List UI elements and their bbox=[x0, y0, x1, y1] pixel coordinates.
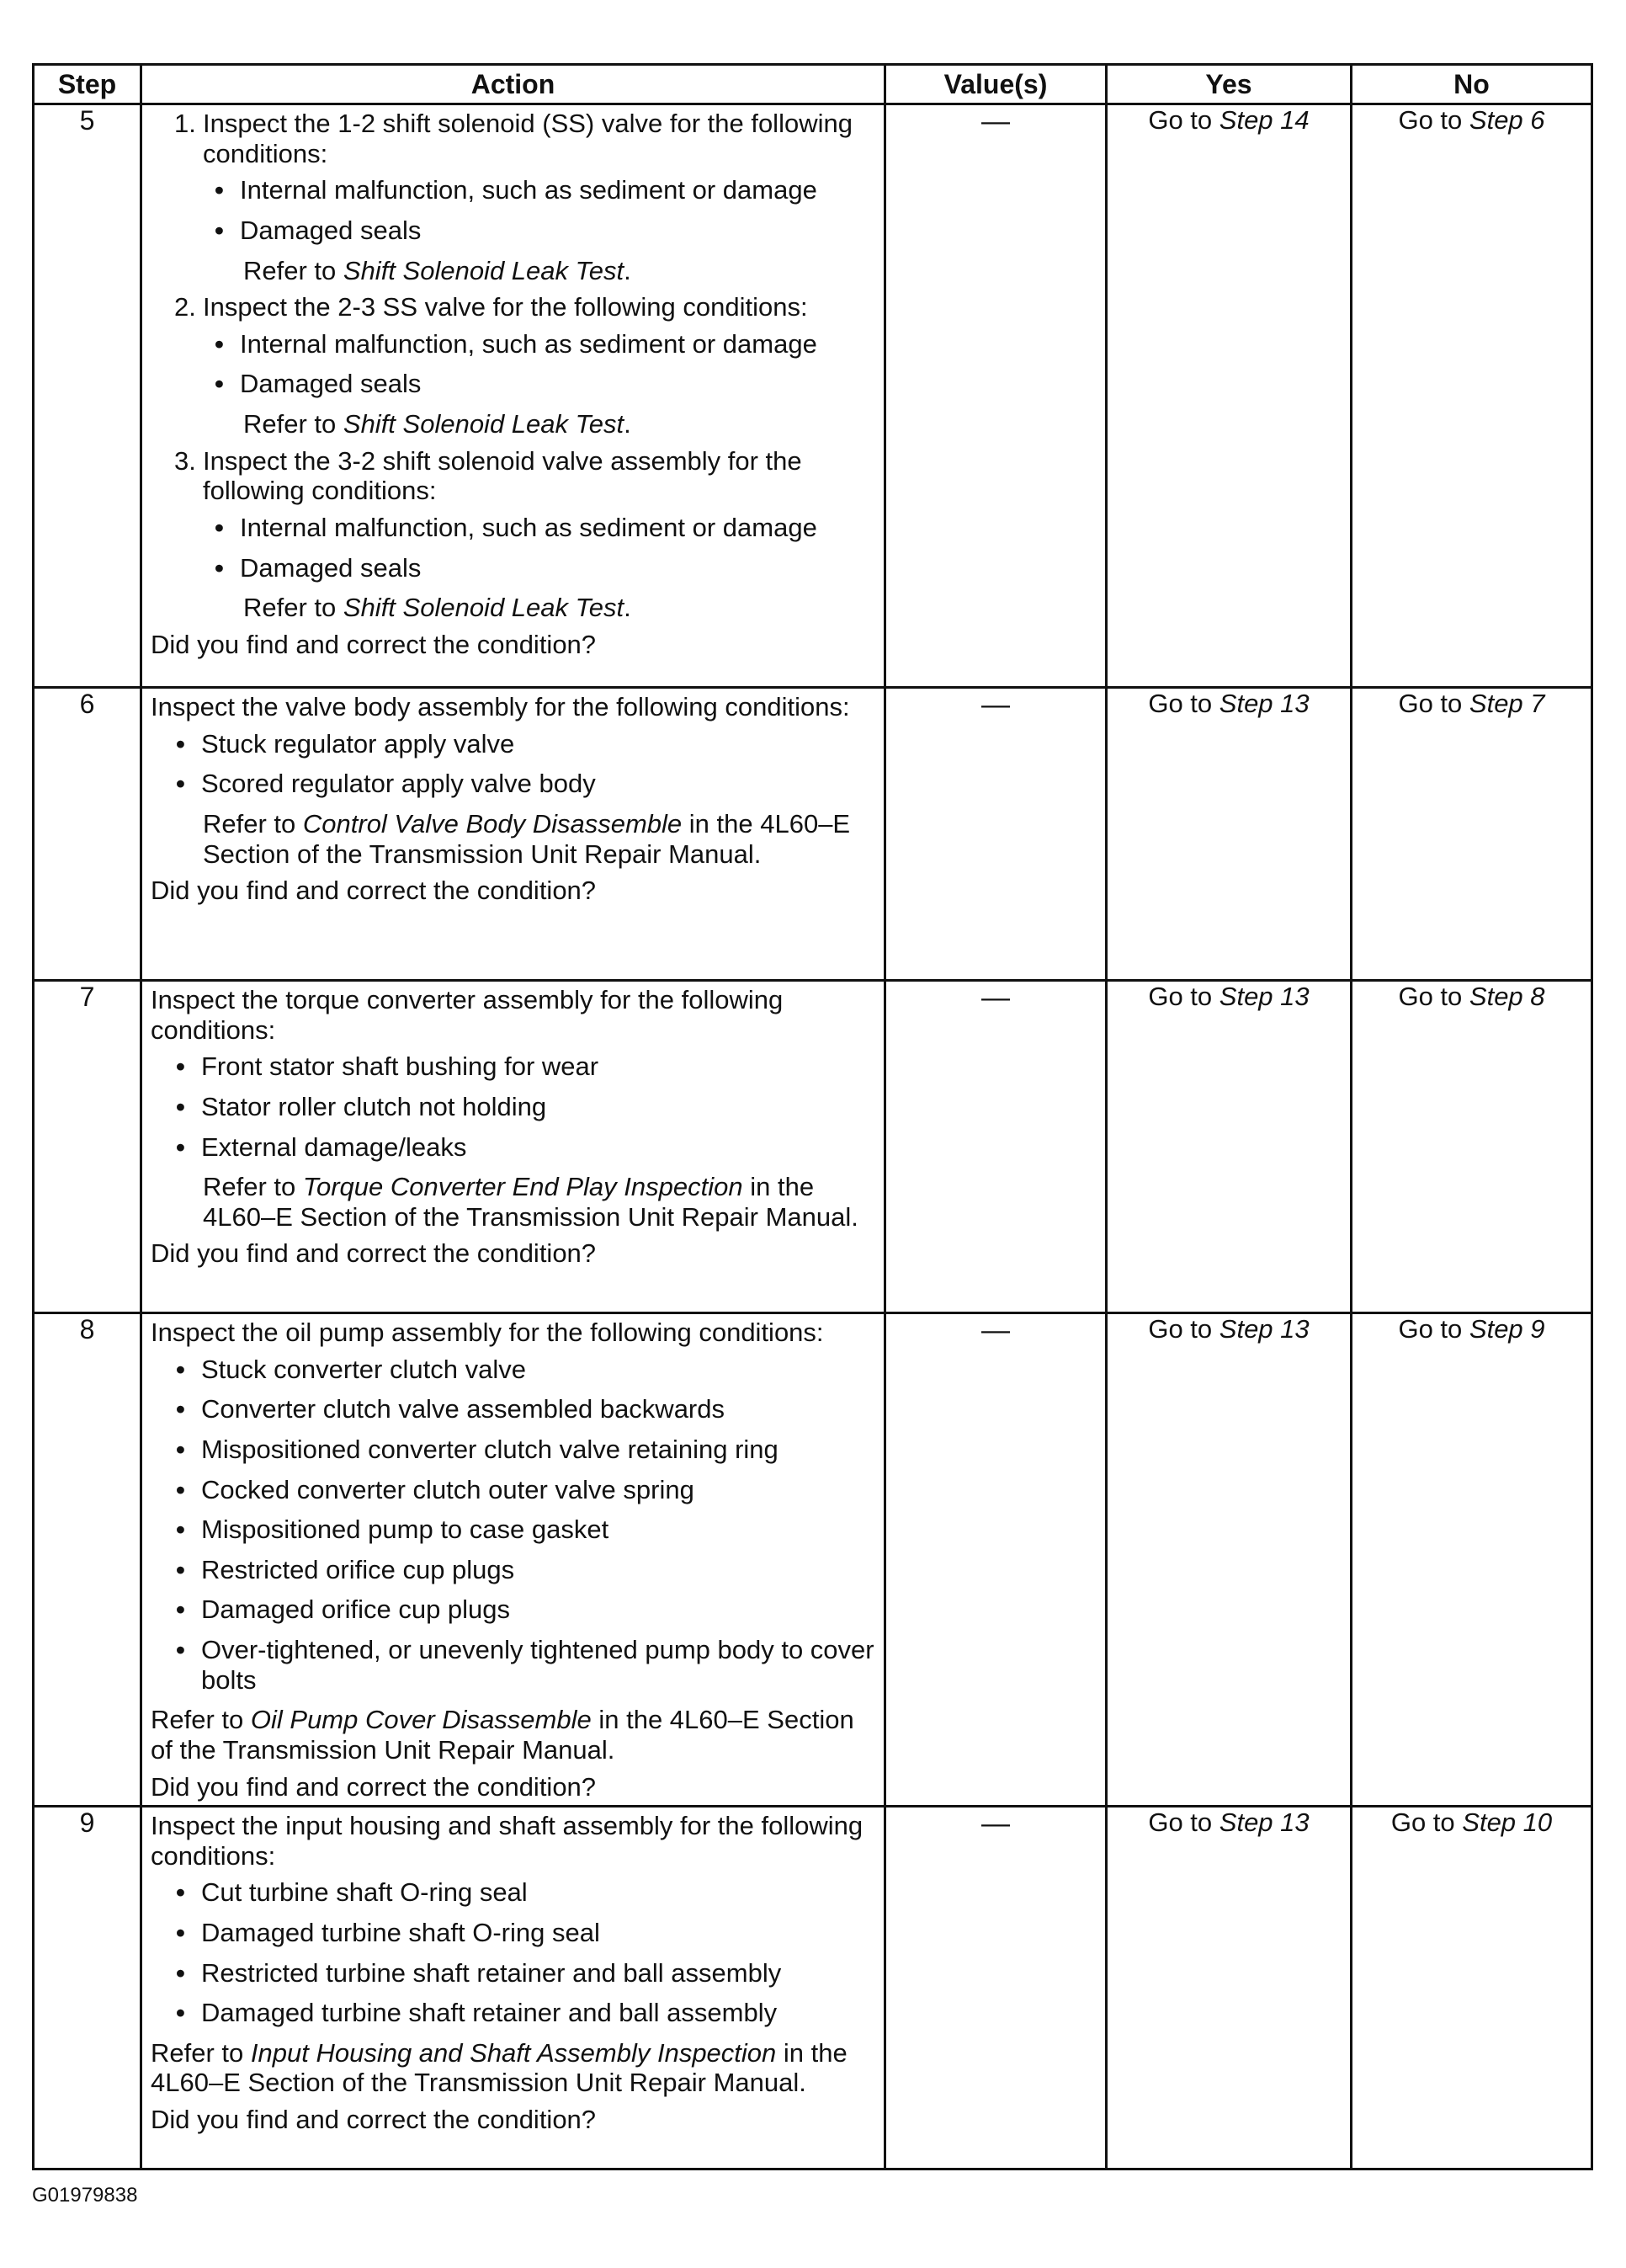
no-result: Go to Step 8 bbox=[1352, 981, 1592, 1313]
diagnostic-table-sheet bbox=[32, 63, 1591, 2170]
item-text: Inspect the 2-3 SS valve for the following conditions: bbox=[203, 292, 808, 322]
yes-result: Go to Step 13 bbox=[1107, 688, 1352, 981]
no-step-link: Step 9 bbox=[1469, 1314, 1545, 1344]
header-values: Value(s) bbox=[885, 65, 1107, 104]
intro-text: Inspect the valve body assembly for the following conditions: bbox=[151, 692, 850, 721]
item-text: Inspect the 3-2 shift solenoid valve assembly for the following conditions: bbox=[203, 445, 802, 506]
reference-title: Shift Solenoid Leak Test bbox=[343, 593, 624, 623]
intro-text: Inspect the torque converter assembly for the following conditions: bbox=[151, 985, 784, 1045]
header-action: Action bbox=[141, 65, 885, 104]
bullet-item: • Mispositioned converter clutch valve retaining ring bbox=[176, 1434, 778, 1464]
action-cell bbox=[141, 1313, 885, 1807]
no-step-link: Step 6 bbox=[1469, 105, 1545, 135]
header-no: No bbox=[1352, 65, 1592, 104]
header-step: Step bbox=[34, 65, 141, 104]
bullet-item: • Internal malfunction, such as sediment or damage bbox=[215, 328, 817, 359]
reference-title: Input Housing and Shaft Assembly Inspection bbox=[250, 2037, 777, 2068]
bullet-item: • Over-tightened, or unevenly tightened pump body to cover bolts bbox=[176, 1635, 874, 1695]
bullet-item: • Internal malfunction, such as sediment or damage bbox=[215, 175, 817, 205]
bullet-item: • Mispositioned pump to case gasket bbox=[176, 1515, 609, 1545]
table-row bbox=[34, 688, 1592, 981]
yes-step-link: Step 13 bbox=[1219, 1807, 1310, 1837]
question-text: Did you find and correct the condition? bbox=[151, 1771, 597, 1802]
bullet-item: • Stuck regulator apply valve bbox=[176, 728, 515, 759]
value-cell: — bbox=[885, 104, 1107, 688]
question-text: Did you find and correct the condition? bbox=[151, 2105, 597, 2135]
item-number: 2. bbox=[174, 292, 196, 322]
bullet-item: • Scored regulator apply valve body bbox=[176, 769, 596, 799]
bullet-item: • Stuck converter clutch valve bbox=[176, 1354, 526, 1384]
no-result: Go to Step 10 bbox=[1352, 1807, 1592, 2170]
step-number: 5 bbox=[34, 104, 141, 688]
numbered-item bbox=[174, 292, 875, 439]
bullet-item: • Internal malfunction, such as sediment or damage bbox=[215, 513, 817, 543]
reference-title: Torque Converter End Play Inspection bbox=[302, 1172, 743, 1202]
table-row bbox=[34, 1313, 1592, 1807]
table-header-row bbox=[34, 65, 1592, 104]
question-text: Did you find and correct the condition? bbox=[151, 1238, 597, 1269]
value-cell: — bbox=[885, 1807, 1107, 2170]
bullet-item: • Damaged turbine shaft O-ring seal bbox=[176, 1917, 600, 1947]
bullet-item: • Front stator shaft bushing for wear bbox=[176, 1051, 599, 1082]
value-cell: — bbox=[885, 981, 1107, 1313]
table-row bbox=[34, 104, 1592, 688]
yes-step-link: Step 13 bbox=[1219, 982, 1310, 1011]
reference-title: Shift Solenoid Leak Test bbox=[343, 409, 624, 439]
diagnostic-table bbox=[32, 63, 1593, 2170]
numbered-item bbox=[174, 109, 875, 285]
item-text: Inspect the 1-2 shift solenoid (SS) valve for the following conditions: bbox=[203, 109, 853, 168]
step-number: 8 bbox=[34, 1313, 141, 1807]
bullet-item: • Damaged turbine shaft retainer and ball assembly bbox=[176, 1998, 778, 2028]
bullet-item: • Cocked converter clutch outer valve spring bbox=[176, 1474, 694, 1504]
bullet-item: • External damage/leaks bbox=[176, 1131, 467, 1162]
question-text: Did you find and correct the condition? bbox=[151, 629, 597, 659]
reference-title: Control Valve Body Disassemble bbox=[302, 808, 683, 839]
yes-result: Go to Step 13 bbox=[1107, 981, 1352, 1313]
reference-text: Refer to Torque Converter End Play Inspection in the 4L60–E Section of the Transmission Unit Repair Manual. bbox=[203, 1172, 858, 1232]
bullet-item: • Restricted turbine shaft retainer and ball assembly bbox=[176, 1957, 782, 1988]
action-cell bbox=[141, 104, 885, 688]
action-cell bbox=[141, 981, 885, 1313]
bullet-item: • Damaged orifice cup plugs bbox=[176, 1595, 511, 1625]
intro-text: Inspect the input housing and shaft assembly for the following conditions: bbox=[151, 1811, 863, 1871]
reference-text: Refer to Control Valve Body Disassemble in the 4L60–E Section of the Transmission Unit Repair Manual. bbox=[203, 808, 851, 869]
value-cell: — bbox=[885, 688, 1107, 981]
yes-step-link: Step 13 bbox=[1219, 689, 1310, 718]
action-cell bbox=[141, 1807, 885, 2170]
yes-step-link: Step 13 bbox=[1219, 1314, 1310, 1344]
bullet-item: • Damaged seals bbox=[215, 552, 422, 583]
bullet-item: • Converter clutch valve assembled backwards bbox=[176, 1394, 725, 1424]
yes-result: Go to Step 13 bbox=[1107, 1313, 1352, 1807]
yes-result: Go to Step 14 bbox=[1107, 104, 1352, 688]
step-number: 7 bbox=[34, 981, 141, 1313]
reference-text: Refer to Shift Solenoid Leak Test. bbox=[243, 409, 631, 439]
no-step-link: Step 7 bbox=[1469, 689, 1545, 718]
table-row bbox=[34, 1807, 1592, 2170]
reference-text: Refer to Oil Pump Cover Disassemble in the 4L60–E Section of the Transmission Unit Repair Manual. bbox=[151, 1705, 854, 1765]
no-step-link: Step 10 bbox=[1462, 1807, 1553, 1837]
header-yes: Yes bbox=[1107, 65, 1352, 104]
yes-result: Go to Step 13 bbox=[1107, 1807, 1352, 2170]
reference-text: Refer to Shift Solenoid Leak Test. bbox=[243, 593, 631, 623]
reference-title: Shift Solenoid Leak Test bbox=[343, 255, 624, 285]
intro-text: Inspect the oil pump assembly for the following conditions: bbox=[151, 1318, 824, 1347]
step-number: 6 bbox=[34, 688, 141, 981]
bullet-item: • Restricted orifice cup plugs bbox=[176, 1554, 515, 1584]
reference-text: Refer to Shift Solenoid Leak Test. bbox=[243, 255, 631, 285]
step-number: 9 bbox=[34, 1807, 141, 2170]
reference-text: Refer to Input Housing and Shaft Assembly Inspection in the 4L60–E Section of the Transmission Unit Repair Manual. bbox=[151, 2037, 848, 2098]
no-result: Go to Step 9 bbox=[1352, 1313, 1592, 1807]
table-row bbox=[34, 981, 1592, 1313]
item-number: 3. bbox=[174, 445, 196, 476]
no-result: Go to Step 6 bbox=[1352, 104, 1592, 688]
action-cell bbox=[141, 688, 885, 981]
figure-id: G01979838 bbox=[32, 2184, 138, 2207]
value-cell: — bbox=[885, 1313, 1107, 1807]
no-result: Go to Step 7 bbox=[1352, 688, 1592, 981]
bullet-item: • Cut turbine shaft O-ring seal bbox=[176, 1877, 528, 1908]
bullet-item: • Damaged seals bbox=[215, 369, 422, 399]
question-text: Did you find and correct the condition? bbox=[151, 876, 597, 906]
item-number: 1. bbox=[174, 109, 196, 138]
bullet-item: • Stator roller clutch not holding bbox=[176, 1091, 547, 1121]
bullet-item: • Damaged seals bbox=[215, 215, 422, 245]
numbered-item bbox=[174, 446, 875, 623]
no-step-link: Step 8 bbox=[1469, 982, 1545, 1011]
reference-title: Oil Pump Cover Disassemble bbox=[250, 1705, 592, 1735]
yes-step-link: Step 14 bbox=[1219, 105, 1310, 135]
